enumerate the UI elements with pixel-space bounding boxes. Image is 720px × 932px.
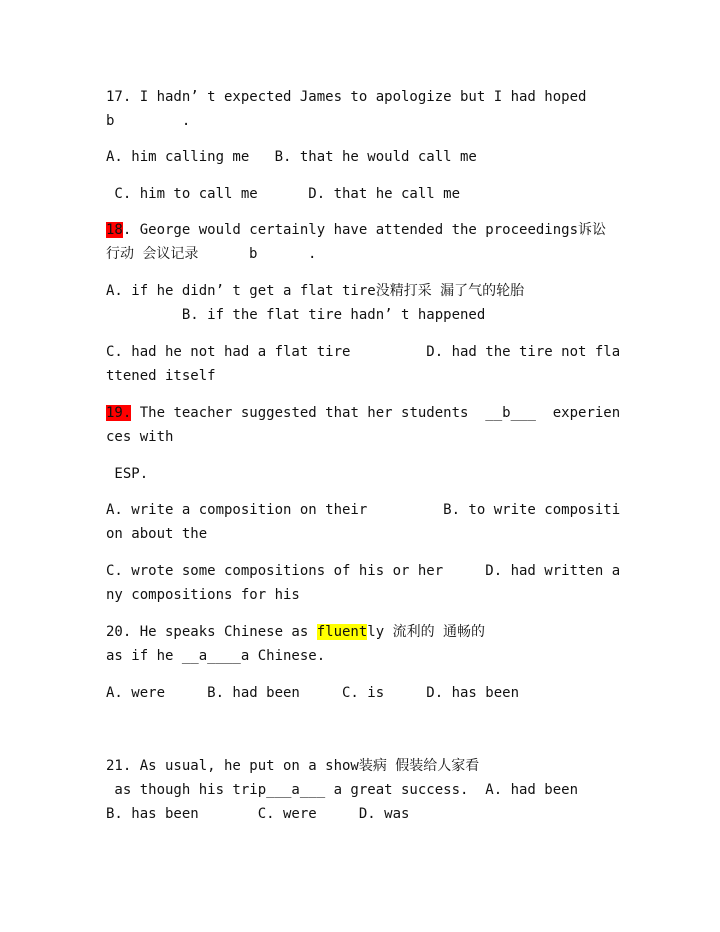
- q20-stem-post: ly 流利的 通畅的: [367, 624, 486, 640]
- q18-option-a: A. if he didn’ t get a flat tire没精打采 漏了气的轮胎: [106, 283, 525, 299]
- q19-number-highlight: 19.: [106, 405, 132, 421]
- q20-stem-line2: as if he __a____a Chinese.: [106, 648, 326, 664]
- q17-options-cd: C. him to call me D. that he call me: [106, 186, 461, 202]
- q19-stem-line1: [106, 402, 620, 424]
- q20-stem-pre: 20. He speaks Chinese as: [106, 624, 317, 640]
- q18-option-b: B. if the flat tire hadn’ t happened: [106, 307, 486, 323]
- q18-options-cd-line2: ttened itself: [106, 368, 216, 384]
- q19-options-cd-line1: C. wrote some compositions of his or her D. had written a: [106, 563, 621, 579]
- q19-options-ab-line2: on about the: [106, 526, 208, 542]
- q19-options-cd-line2: ny compositions for his: [106, 587, 300, 603]
- q19-stem-line3: ESP.: [106, 466, 149, 482]
- q21-stem-line1: 21. As usual, he put on a show装病 假装给人家看: [106, 758, 480, 774]
- q21-stem-line3: B. has been C. were D. was: [106, 806, 410, 822]
- q17-options-ab: A. him calling me B. that he would call me: [106, 149, 477, 165]
- q19-options-ab-line1: A. write a composition on their B. to write compositi: [106, 502, 621, 518]
- q18-options-cd-line1: C. had he not had a flat tire D. had the tire not fla: [106, 344, 621, 360]
- q18-stem-line1: [106, 219, 606, 241]
- q18-number-highlight: 18: [106, 222, 123, 238]
- q18-stem-line2: 行动 会议记录 b .: [106, 246, 317, 262]
- q18-stem-text: . George would certainly have attended the proceedings诉讼: [122, 222, 607, 238]
- q20-highlighted-word: fluent: [316, 624, 368, 640]
- q20-stem-line1: [106, 621, 485, 643]
- q17-stem-line2: b .: [106, 113, 191, 129]
- q19-stem-line2: ces with: [106, 429, 174, 445]
- q21-stem-line2: as though his trip___a___ a great success. A. had been: [106, 782, 579, 798]
- q20-options: A. were B. had been C. is D. has been: [106, 685, 520, 701]
- q17-stem-line1: 17. I hadn’ t expected James to apologize but I had hoped: [106, 89, 587, 105]
- q19-stem-text: The teacher suggested that her students __b___ experien: [131, 405, 621, 421]
